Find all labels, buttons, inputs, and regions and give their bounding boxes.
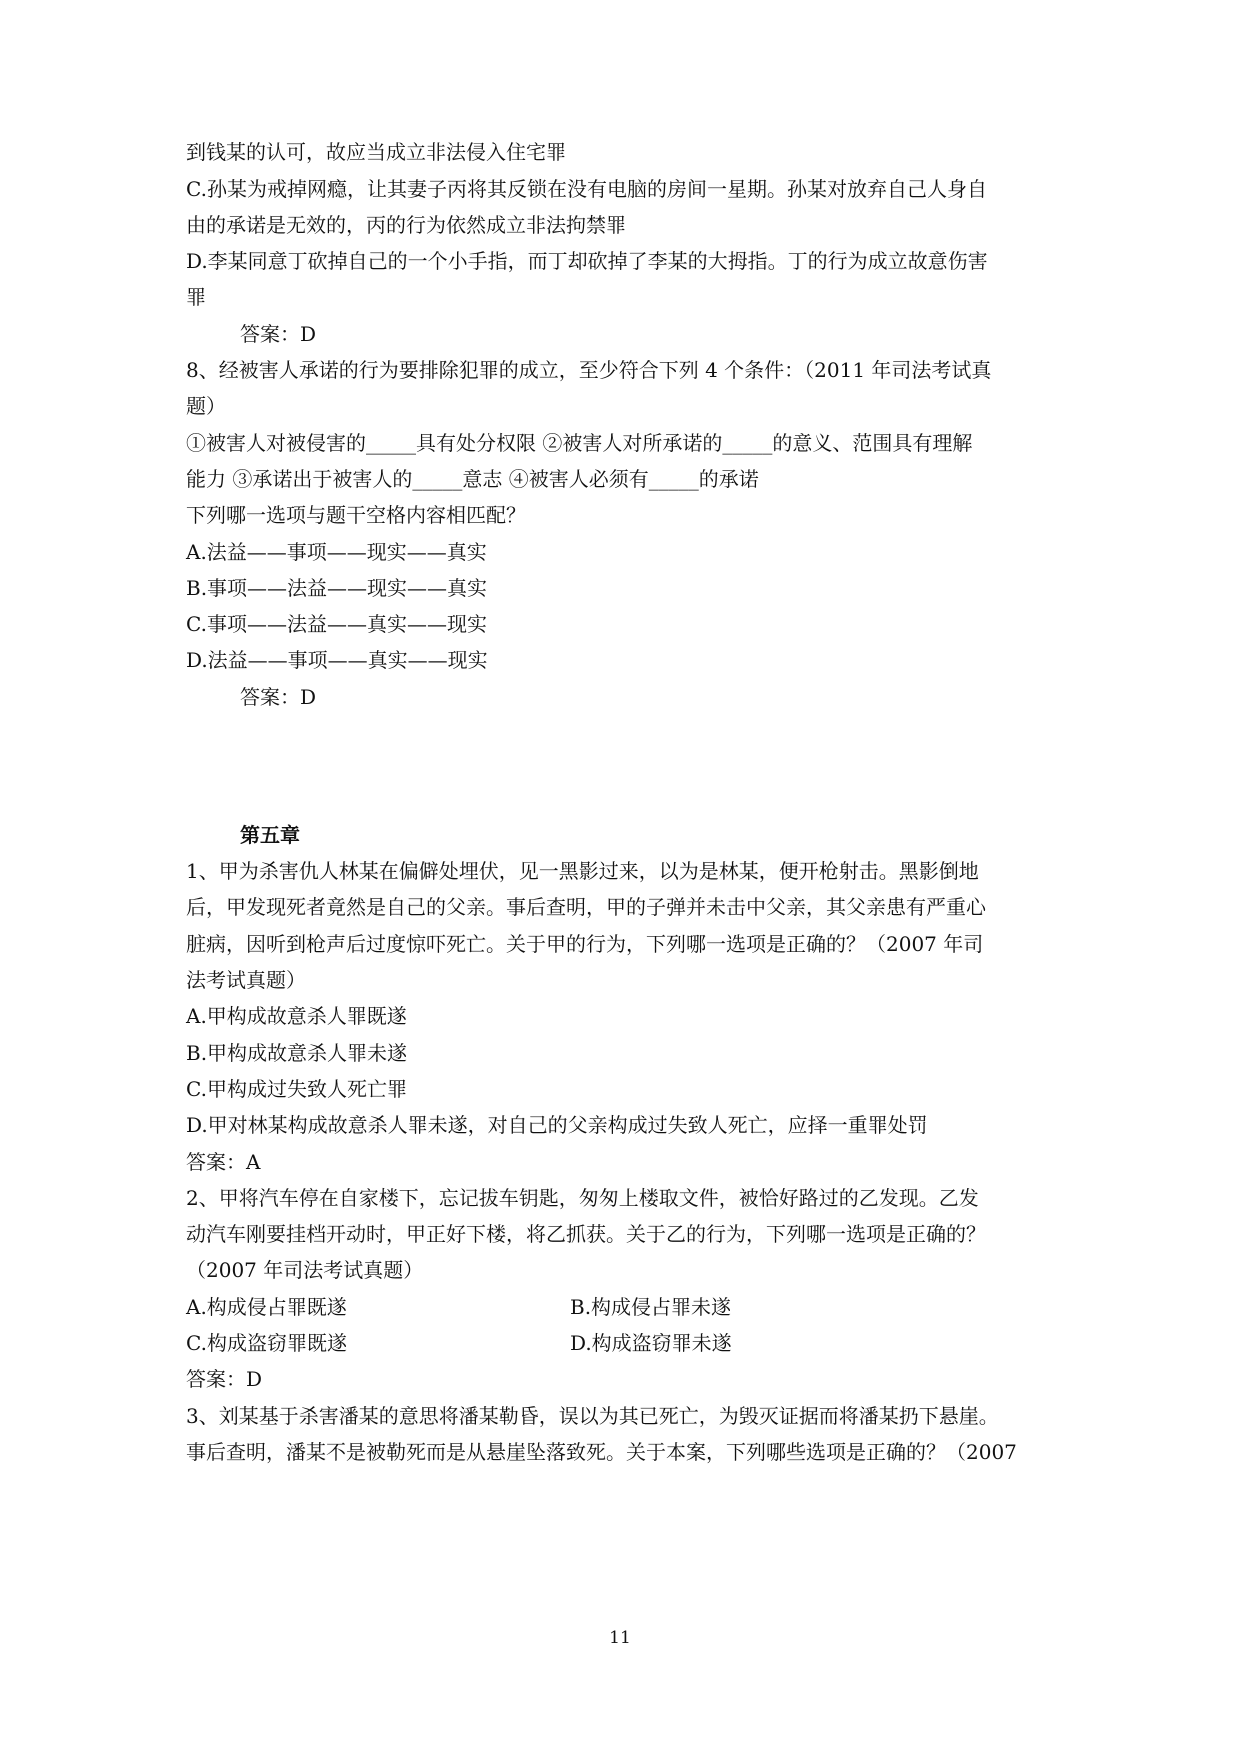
answer-text: 答案：A	[186, 1150, 261, 1174]
question-text: 1、甲为杀害仇人林某在偏僻处埋伏，见一黑影过来，以为是林某，便开枪射击。黑影倒地	[186, 859, 979, 883]
option-line: A.甲构成故意杀人罪既遂	[186, 1004, 407, 1028]
question-text: 脏病，因听到枪声后过度惊吓死亡。关于甲的行为，下列哪一选项是正确的？（2007 年司	[186, 932, 984, 956]
option-line: B.甲构成故意杀人罪未遂	[186, 1041, 408, 1065]
option-line: B.事项——法益——现实——真实	[186, 576, 488, 600]
question-text: 事后查明，潘某不是被勒死而是从悬崖坠落致死。关于本案，下列哪些选项是正确的？（2007	[186, 1440, 1017, 1464]
question-text: 2、甲将汽车停在自家楼下，忘记拔车钥匙，匆匆上楼取文件，被恰好路过的乙发现。乙发	[186, 1186, 979, 1210]
option-line: D.甲对林某构成故意杀人罪未遂，对自己的父亲构成过失致人死亡，应择一重罪处罚	[186, 1113, 928, 1137]
option-line: C.甲构成过失致人死亡罪	[186, 1077, 407, 1101]
option-c-line: C.孙某为戒掉网瘾，让其妻子丙将其反锁在没有电脑的房间一星期。孙某对放弃自己人身自	[186, 177, 987, 201]
option-line: D.法益——事项——真实——现实	[186, 648, 488, 672]
option-d-line: 罪	[186, 285, 206, 309]
answer-text: 答案：D	[240, 685, 317, 709]
question-text: 后，甲发现死者竟然是自己的父亲。事后查明，甲的子弹并未击中父亲，其父亲患有严重心	[186, 895, 986, 919]
option-line: A.法益——事项——现实——真实	[186, 540, 487, 564]
option-line: C.构成盗窃罪既遂	[186, 1331, 347, 1355]
chapter-heading: 第五章	[240, 823, 300, 847]
option-d-line: D.李某同意丁砍掉自己的一个小手指，而丁却砍掉了李某的大拇指。丁的行为成立故意伤害	[186, 249, 988, 273]
question-text: 3、刘某基于杀害潘某的意思将潘某勒昏，误以为其已死亡，为毁灭证据而将潘某扔下悬崖。	[186, 1404, 999, 1428]
question-text: ①被害人对被侵害的_____具有处分权限 ②被害人对所承诺的_____的意义、范围具有理解	[186, 431, 973, 455]
option-line: B.构成侵占罪未遂	[570, 1295, 732, 1319]
option-c-line: 由的承诺是无效的，丙的行为依然成立非法拘禁罪	[186, 213, 626, 237]
answer-text: 答案：D	[240, 322, 317, 346]
option-line: D.构成盗窃罪未遂	[570, 1331, 732, 1355]
question-text: 动汽车刚要挂档开动时，甲正好下楼，将乙抓获。关于乙的行为，下列哪一选项是正确的？	[186, 1222, 986, 1246]
question-text: 法考试真题）	[186, 968, 306, 992]
question-text: 下列哪一选项与题干空格内容相匹配？	[186, 503, 526, 527]
text-line: 到钱某的认可，故应当成立非法侵入住宅罪	[186, 140, 566, 164]
answer-text: 答案：D	[186, 1367, 263, 1391]
option-line: C.事项——法益——真实——现实	[186, 612, 487, 636]
question-text: （2007 年司法考试真题）	[186, 1258, 424, 1282]
page-number: 11	[609, 1628, 631, 1648]
question-text: 题）	[186, 394, 226, 418]
question-text: 能力 ③承诺出于被害人的_____意志 ④被害人必须有_____的承诺	[186, 467, 759, 491]
option-line: A.构成侵占罪既遂	[186, 1295, 347, 1319]
question-text: 8、经被害人承诺的行为要排除犯罪的成立，至少符合下列 4 个条件：（2011 年司法考试真	[186, 358, 992, 382]
